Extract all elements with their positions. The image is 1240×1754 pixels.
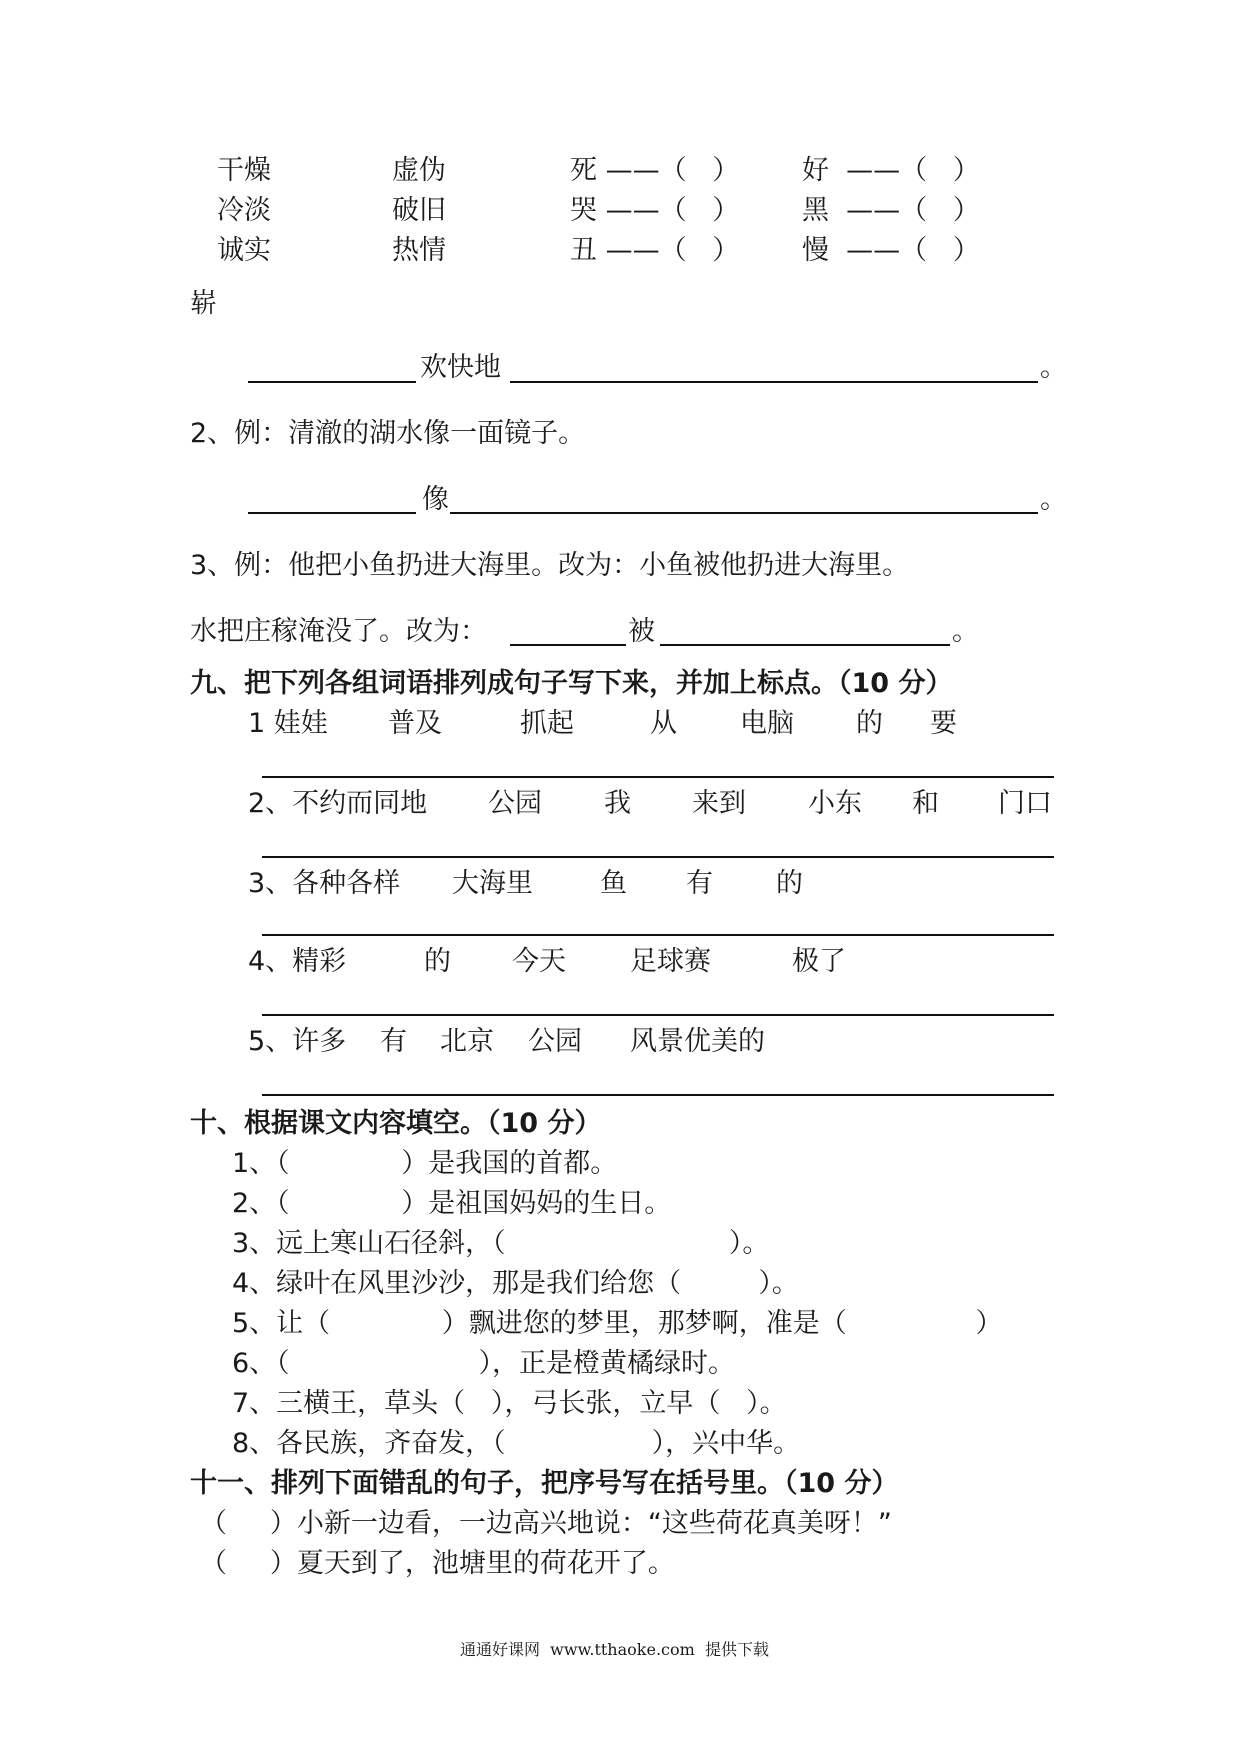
word: 从 (650, 708, 677, 739)
order-item: （ ）夏天到了，池塘里的荷花开了。 (200, 1548, 675, 1579)
section-title: 九、把下列各组词语排列成句子写下来，并加上标点。（10 分） (190, 668, 953, 699)
word: 1 娃娃 (248, 708, 328, 739)
word: 3、各种各样 (248, 868, 401, 899)
sentence-word: 像 (422, 484, 449, 515)
word: 门口 (998, 788, 1052, 819)
fill-item: 6、（ ），正是橙黄橘绿时。 (232, 1348, 735, 1379)
sentence-prefix: 水把庄稼淹没了。改为： (190, 616, 487, 647)
antonym-blank: 哭 ——（ ） (570, 195, 740, 226)
word: 和 (912, 788, 939, 819)
word: 足球赛 (630, 946, 711, 977)
period: 。 (952, 616, 979, 647)
word: 普及 (388, 708, 442, 739)
answer-line (262, 934, 1054, 936)
fill-item: 4、绿叶在风里沙沙，那是我们给您（ ）。 (232, 1268, 799, 1299)
word: 小东 (808, 788, 862, 819)
antonym-blank: 黑 ——（ ） (802, 195, 980, 226)
section-title: 十一、排列下面错乱的句子，把序号写在括号里。（10 分） (190, 1468, 899, 1499)
word: 公园 (488, 788, 542, 819)
word: 虚伪 (392, 155, 446, 186)
answer-line (450, 512, 1038, 514)
footer-note: 通通好课网 www.tthaoke.com 提供下载 (460, 1640, 769, 1659)
word: 冷淡 (217, 195, 271, 226)
answer-line (262, 776, 1054, 778)
word: 热情 (392, 235, 446, 266)
word: 风景优美的 (630, 1026, 765, 1057)
answer-line (510, 381, 1038, 383)
word: 今天 (512, 946, 566, 977)
example-sentence: 3、例：他把小鱼扔进大海里。改为：小鱼被他扔进大海里。 (190, 550, 910, 581)
answer-line (248, 512, 416, 514)
fill-item: 1、（ ）是我国的首都。 (232, 1148, 618, 1179)
answer-line (248, 381, 416, 383)
word: 大海里 (452, 868, 533, 899)
stray-char: 崭 (190, 288, 217, 319)
example-sentence: 2、例：清澈的湖水像一面镜子。 (190, 418, 586, 449)
word: 的 (424, 946, 451, 977)
sentence-word: 被 (628, 616, 655, 647)
word: 有 (380, 1026, 407, 1057)
word: 5、许多 (248, 1026, 347, 1057)
antonym-blank: 丑 ——（ ） (570, 235, 740, 266)
sentence-word: 欢快地 (420, 352, 501, 383)
fill-item: 5、让（ ）飘进您的梦里，那梦啊，准是（ ） (232, 1308, 1003, 1339)
word: 我 (604, 788, 631, 819)
fill-item: 2、（ ）是祖国妈妈的生日。 (232, 1188, 672, 1219)
antonym-blank: 慢 ——（ ） (802, 235, 980, 266)
word: 有 (686, 868, 713, 899)
word: 北京 (440, 1026, 494, 1057)
word: 4、精彩 (248, 946, 347, 977)
answer-line (510, 644, 626, 646)
word: 极了 (792, 946, 846, 977)
answer-line (262, 856, 1054, 858)
word: 的 (856, 708, 883, 739)
word: 诚实 (217, 235, 271, 266)
word: 来到 (692, 788, 746, 819)
word: 干燥 (217, 155, 271, 186)
fill-item: 3、远上寒山石径斜，（ ）。 (232, 1228, 770, 1259)
antonym-blank: 好 ——（ ） (802, 155, 980, 186)
period: 。 (1040, 484, 1067, 515)
word: 2、不约而同地 (248, 788, 428, 819)
word: 破旧 (392, 195, 446, 226)
section-title: 十、根据课文内容填空。（10 分） (190, 1108, 602, 1139)
word: 电脑 (740, 708, 794, 739)
word: 抓起 (520, 708, 574, 739)
word: 的 (776, 868, 803, 899)
order-item: （ ）小新一边看，一边高兴地说：“这些荷花真美呀！” (200, 1508, 892, 1539)
fill-item: 7、三横王，草头（ ），弓长张，立早（ ）。 (232, 1388, 787, 1419)
word: 要 (930, 708, 957, 739)
antonym-blank: 死 ——（ ） (570, 155, 740, 186)
answer-line (262, 1014, 1054, 1016)
period: 。 (1040, 352, 1067, 383)
word: 公园 (528, 1026, 582, 1057)
answer-line (262, 1094, 1054, 1096)
word: 鱼 (600, 868, 627, 899)
fill-item: 8、各民族，齐奋发，（ ），兴中华。 (232, 1428, 801, 1459)
answer-line (660, 644, 950, 646)
